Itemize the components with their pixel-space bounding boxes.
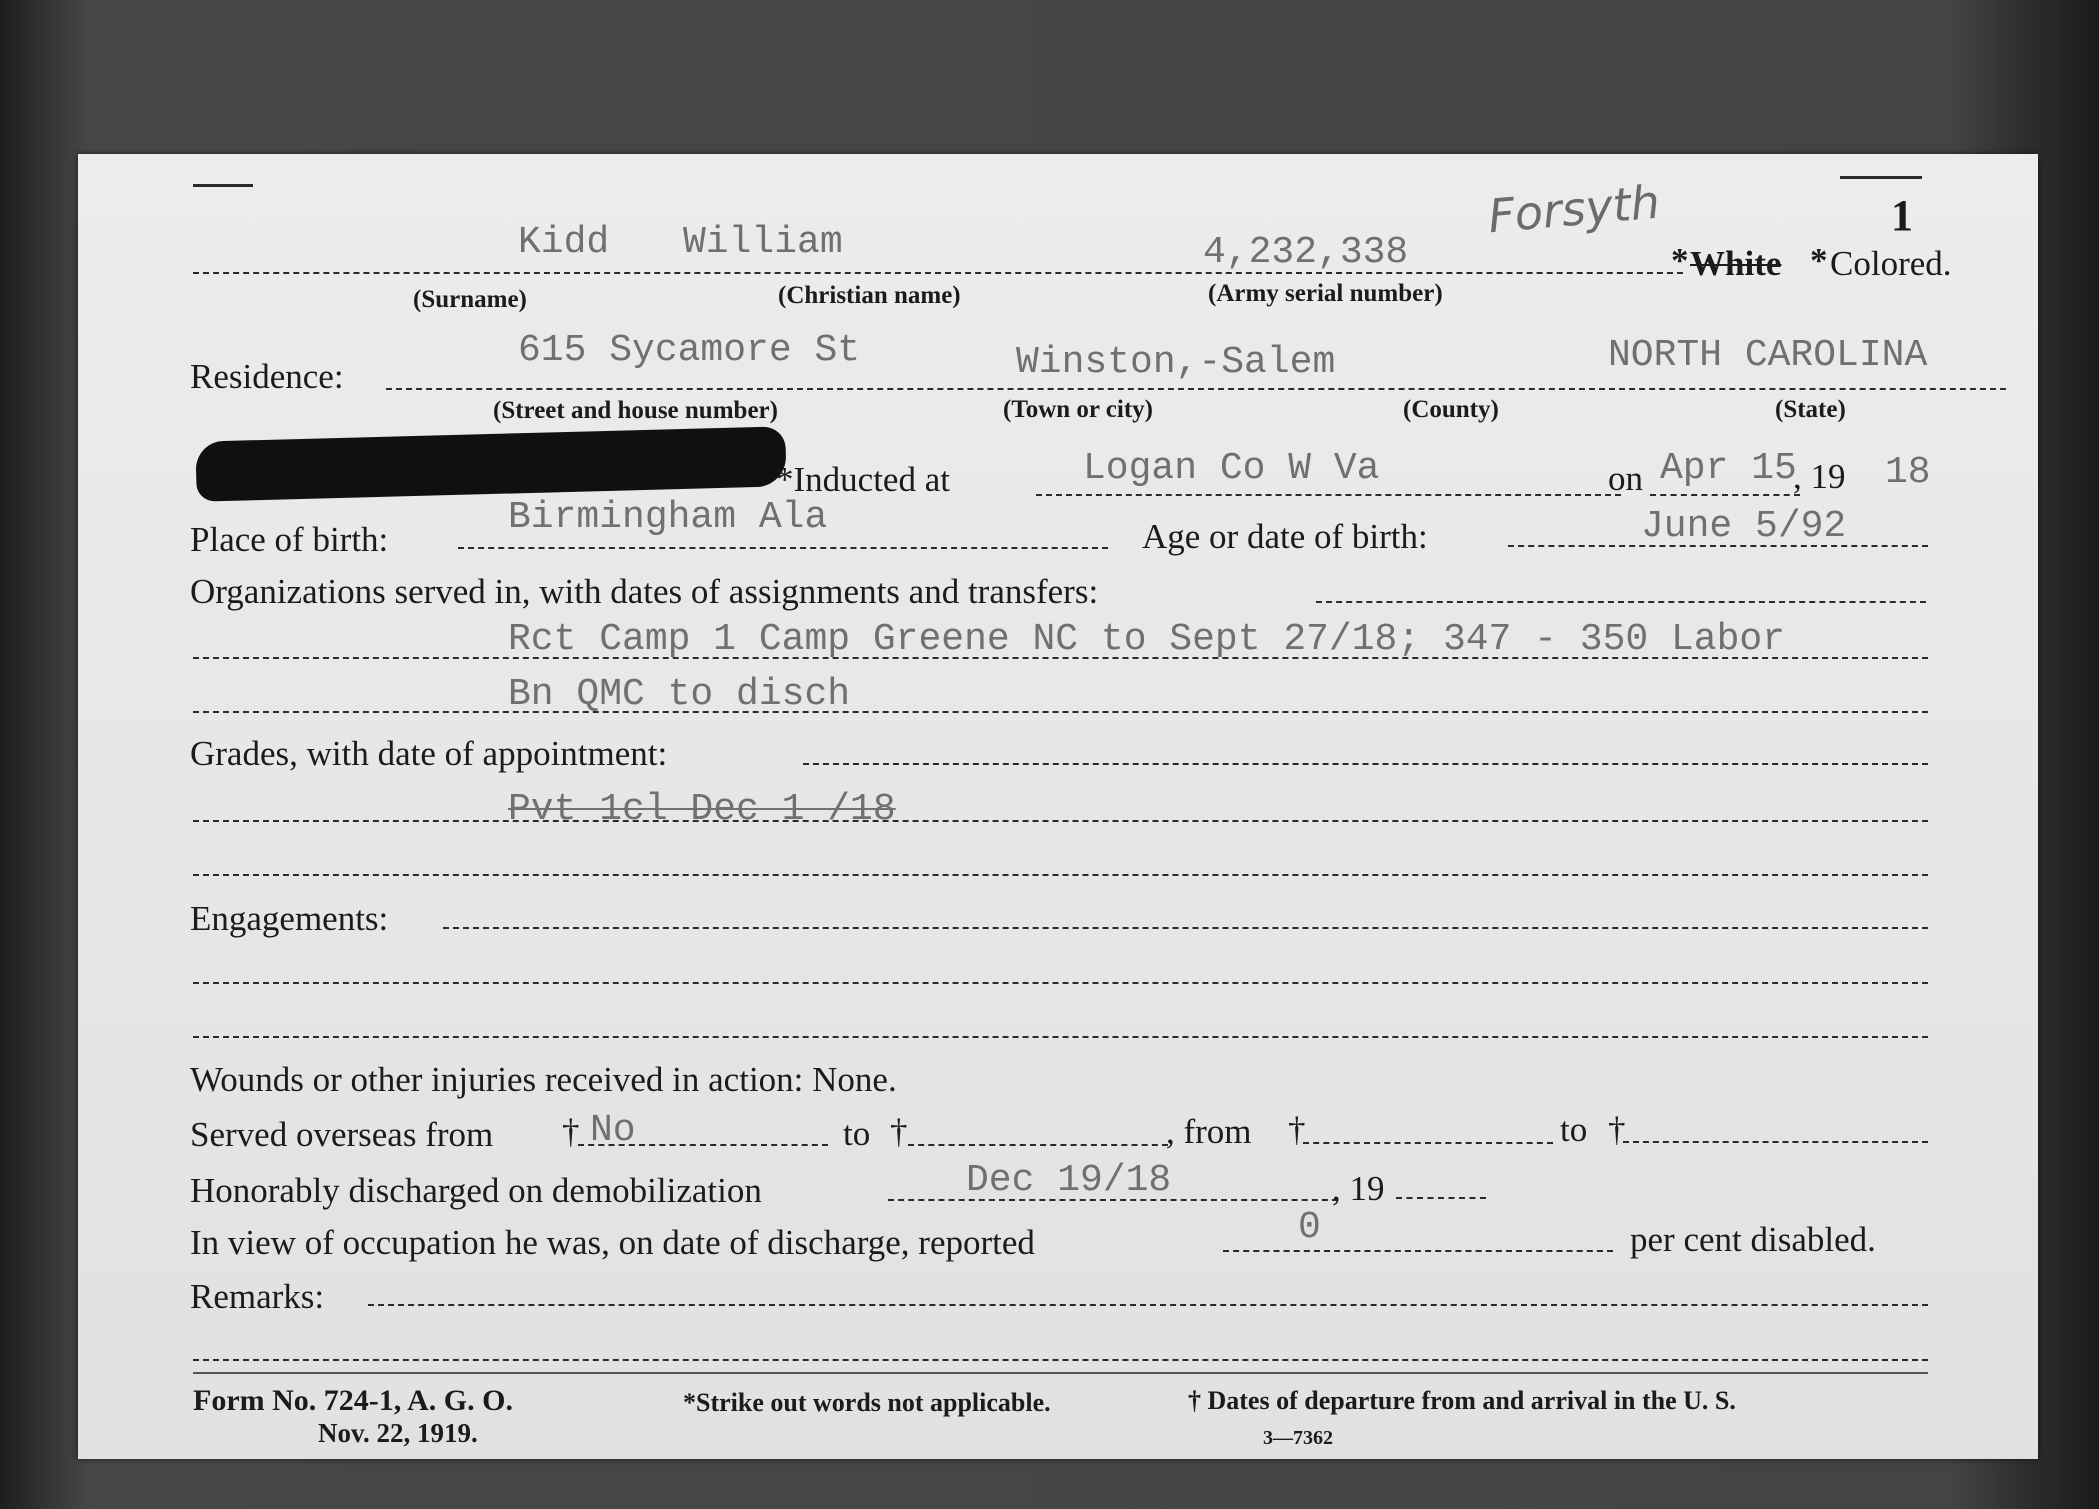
state-value: NORTH CAROLINA <box>1608 334 1928 377</box>
disability-label: In view of occupation he was, on date of discharge, reported <box>190 1223 1035 1262</box>
form-number: Form No. 724-1, A. G. O. <box>193 1384 513 1417</box>
discharge-date-value: Dec 19/18 <box>966 1159 1172 1202</box>
grades-line-2-rule <box>193 874 1928 876</box>
overseas-to-2-underline <box>1623 1141 1928 1143</box>
christian-name-caption: (Christian name) <box>778 282 961 309</box>
engagements-label: Engagements: <box>190 899 389 938</box>
remarks-line-2-rule <box>193 1359 1928 1361</box>
overseas-from-value: No <box>590 1109 636 1152</box>
discharge-year-underline <box>1396 1197 1486 1199</box>
organizations-line-1: Rct Camp 1 Camp Greene NC to Sept 27/18; 347 - 350 Labor <box>508 618 1786 661</box>
discharge-label: Honorably discharged on demobilization <box>190 1171 762 1210</box>
surname-value: Kidd <box>518 221 610 264</box>
organizations-label: Organizations served in, with dates of assignments and transfers: <box>190 572 1099 611</box>
footer-note-dates: † Dates of departure from and arrival in the U. S. <box>1188 1386 1736 1415</box>
street-value: 615 Sycamore St <box>518 329 861 372</box>
induction-place-underline <box>1036 494 1621 496</box>
discharge-date-underline <box>888 1199 1338 1201</box>
form-date: Nov. 22, 1919. <box>318 1418 478 1448</box>
footer-note-strike: *Strike out words not applicable. <box>683 1388 1051 1417</box>
overseas-to-underline <box>908 1144 1168 1146</box>
disability-suffix: per cent disabled. <box>1630 1220 1876 1259</box>
disability-underline <box>1223 1250 1613 1252</box>
place-of-birth-underline <box>458 547 1108 549</box>
state-caption: (State) <box>1775 396 1846 423</box>
residence-label: Residence: <box>190 357 344 396</box>
overseas-from-label-2: , from <box>1166 1112 1252 1151</box>
grades-underline <box>803 763 1928 765</box>
remarks-underline <box>368 1304 1928 1306</box>
inducted-at-label: *Inducted at <box>776 460 950 499</box>
race-white-struck: White <box>1690 244 1782 283</box>
race-colored: Colored. <box>1830 244 1952 283</box>
asterisk-colored: * <box>1810 241 1828 280</box>
grades-line-1: Pvt 1cl Dec 1 /18 <box>508 788 896 831</box>
top-left-rule <box>193 184 253 187</box>
engagements-underline <box>443 927 1928 929</box>
place-of-birth-label: Place of birth: <box>190 520 389 559</box>
overseas-from-underline <box>578 1144 828 1146</box>
induction-date-underline <box>1650 494 1800 496</box>
overseas-dagger-4: † <box>1608 1110 1626 1149</box>
remarks-label: Remarks: <box>190 1277 325 1316</box>
engagements-line-2-rule <box>193 982 1928 984</box>
overseas-to-label: to <box>843 1114 871 1153</box>
organizations-underline <box>1316 601 1926 603</box>
serial-number-value: 4,232,338 <box>1203 231 1409 274</box>
asterisk-white: * <box>1671 241 1689 280</box>
redacted-enlisted-text <box>195 426 786 501</box>
street-caption: (Street and house number) <box>493 397 778 424</box>
age-label: Age or date of birth: <box>1142 517 1428 556</box>
organizations-line-2: Bn QMC to disch <box>508 673 851 716</box>
residence-underline <box>386 388 2006 390</box>
name-underline <box>193 272 1683 274</box>
grades-line-1-rule <box>193 820 1928 822</box>
overseas-label: Served overseas from <box>190 1115 494 1154</box>
disability-value: 0 <box>1298 1206 1321 1249</box>
overseas-dagger-2: † <box>890 1112 908 1151</box>
induction-on-label: on <box>1608 459 1643 498</box>
induction-date-value: Apr 15 <box>1660 447 1797 490</box>
overseas-to-label-2: to <box>1560 1110 1588 1149</box>
engagements-line-3-rule <box>193 1036 1928 1038</box>
grades-label: Grades, with date of appointment: <box>190 734 668 773</box>
serial-number-caption: (Army serial number) <box>1208 280 1443 307</box>
overseas-from-2-underline <box>1303 1142 1553 1144</box>
town-caption: (Town or city) <box>1003 396 1153 423</box>
overseas-dagger-3: † <box>1288 1110 1306 1149</box>
organizations-line-1-rule <box>193 657 1928 659</box>
footer-code: 3—7362 <box>1263 1427 1333 1449</box>
county-handwritten-note: Forsyth <box>1485 174 1662 244</box>
induction-year-prefix: , 19 <box>1793 457 1846 496</box>
wounds-label: Wounds or other injuries received in action: None. <box>190 1060 897 1099</box>
overseas-dagger-1: † <box>562 1112 580 1151</box>
organizations-line-2-rule <box>193 711 1928 713</box>
county-caption: (County) <box>1403 396 1499 423</box>
top-right-rule <box>1840 176 1922 179</box>
date-of-birth-underline <box>1508 545 1928 547</box>
surname-caption: (Surname) <box>413 286 527 313</box>
induction-year-value: 18 <box>1885 451 1931 494</box>
date-of-birth-value: June 5/92 <box>1641 505 1847 548</box>
christian-name-value: William <box>683 221 843 264</box>
card-number: 1 <box>1891 191 1913 240</box>
induction-place-value: Logan Co W Va <box>1083 447 1380 490</box>
place-of-birth-value: Birmingham Ala <box>508 496 828 539</box>
town-value: Winston,-Salem <box>1016 341 1336 384</box>
discharge-year-label: , 19 <box>1332 1169 1385 1208</box>
footer-rule <box>193 1372 1928 1374</box>
service-record-card <box>78 154 2038 1459</box>
